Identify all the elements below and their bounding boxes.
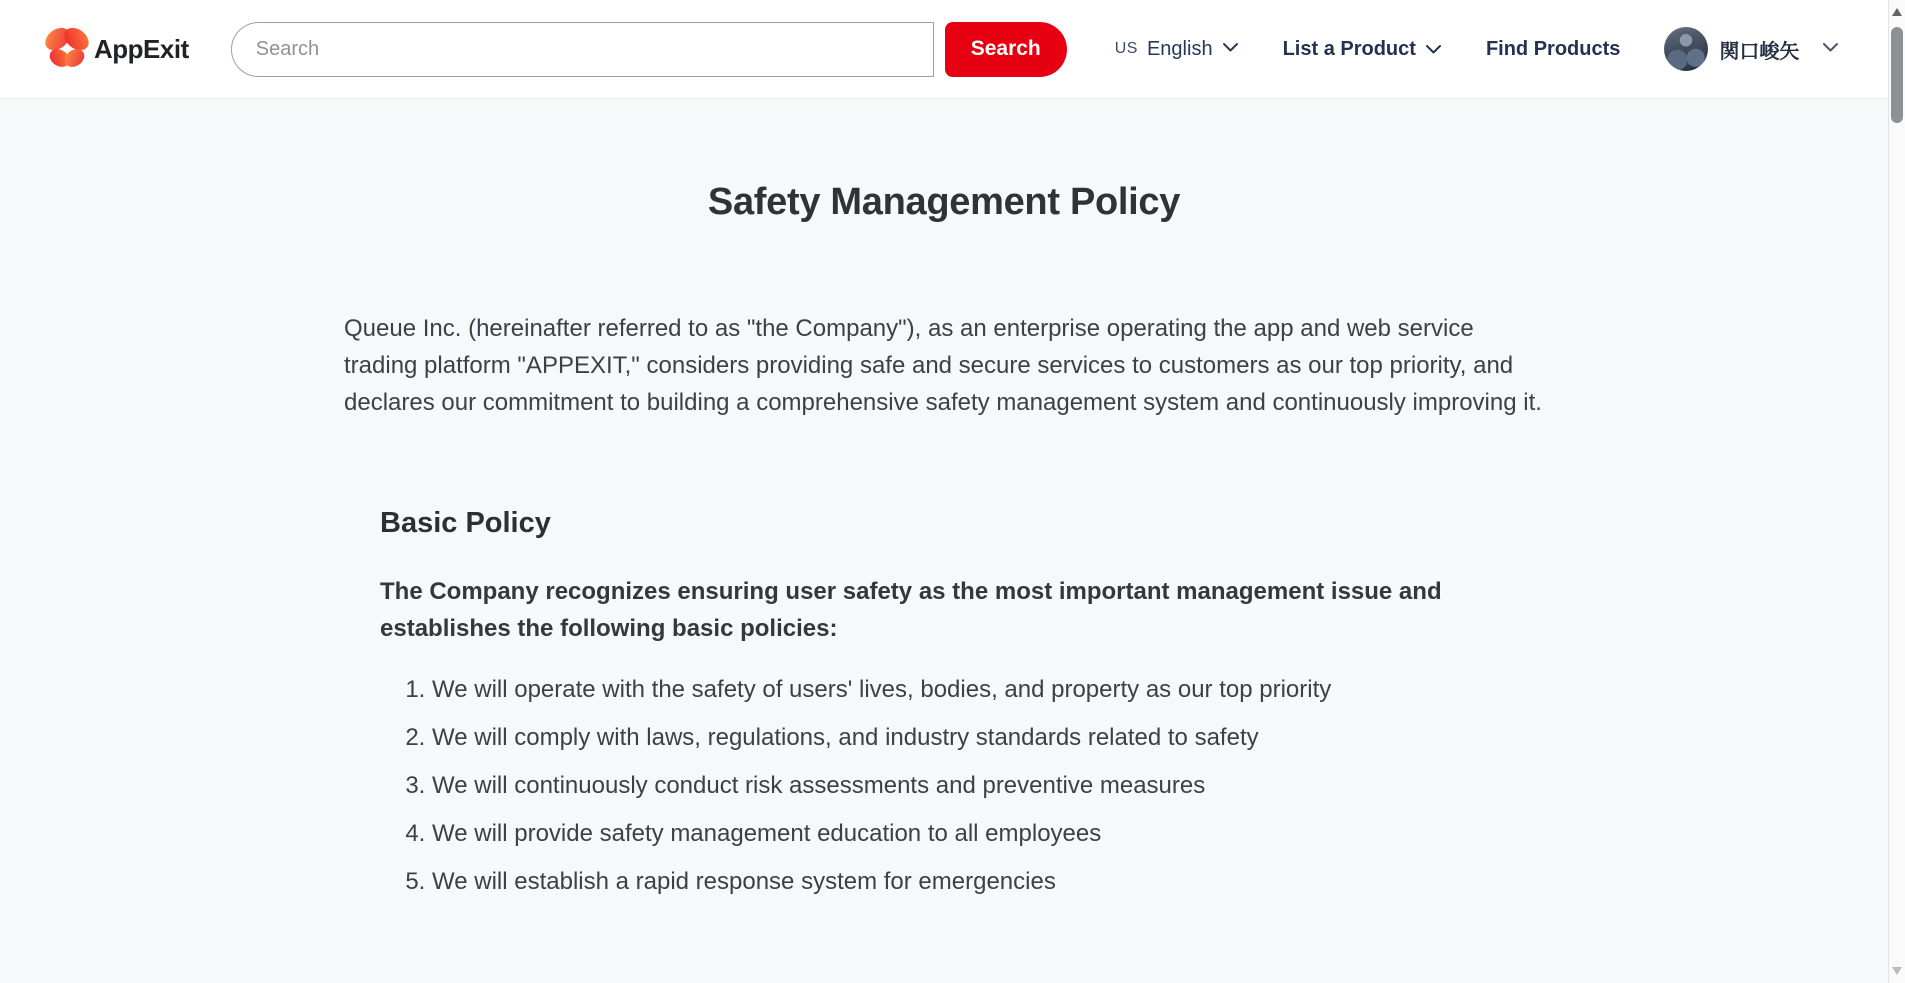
language-label: English (1146, 37, 1213, 60)
header (0, 0, 1905, 99)
scroll-down-arrow-icon[interactable] (1892, 967, 1902, 975)
section-heading: Basic Policy (380, 507, 551, 539)
list-item: 4. We will provide safety management education to all employees (432, 815, 1544, 852)
section-lead: The Company recognizes ensuring user safety as the most important management issue and establishes the following basic policies: (380, 578, 1442, 642)
language-selector[interactable] (1115, 38, 1239, 61)
nav-list-a-product-label: List a Product (1282, 37, 1416, 60)
nav-list-a-product[interactable] (1283, 38, 1442, 61)
list-item: 3. We will continuously conduct risk assessments and preventive measures (432, 767, 1544, 804)
list-item: 2. We will comply with laws, regulations, and industry standards related to safety (432, 719, 1544, 756)
user-avatar (1664, 27, 1708, 71)
nav-find-products[interactable] (1486, 38, 1620, 61)
search-button[interactable]: Search (945, 22, 1067, 77)
list-item: 1. We will operate with the safety of users' lives, bodies, and property as our top priority (432, 671, 1544, 708)
page-title: Safety Management Policy (707, 181, 1181, 223)
nav-find-products-label: Find Products (1485, 37, 1621, 60)
scrollbar-thumb[interactable] (1891, 27, 1903, 123)
chevron-down-icon (1822, 40, 1839, 58)
logo-text: AppExit (94, 33, 189, 64)
chevron-down-icon (1222, 40, 1239, 58)
list-item: 5. We will establish a rapid response system for emergencies (432, 863, 1544, 900)
butterfly-logo-icon (42, 26, 92, 72)
basic-policy-section (344, 507, 1544, 900)
page-content (0, 99, 1888, 900)
search-bar (231, 22, 1067, 77)
country-code: US (1114, 40, 1138, 57)
logo[interactable] (42, 26, 189, 72)
search-input[interactable] (231, 22, 934, 77)
policy-list (380, 671, 1544, 900)
scroll-up-arrow-icon[interactable] (1892, 8, 1902, 16)
user-menu[interactable] (1664, 27, 1839, 71)
chevron-down-icon (1425, 38, 1442, 61)
user-name: 関口峻矢 (1719, 40, 1800, 63)
header-nav (1115, 27, 1840, 71)
intro-paragraph: Queue Inc. (hereinafter referred to as "the Company"), as an enterprise operating the app and web service trading platform "APPEXIT," considers providing safe and secure services to customers as our top priority, and declares our commitment to building a comprehensive safety management system and continuously improving it. (344, 315, 1542, 416)
scrollbar[interactable] (1888, 0, 1905, 983)
